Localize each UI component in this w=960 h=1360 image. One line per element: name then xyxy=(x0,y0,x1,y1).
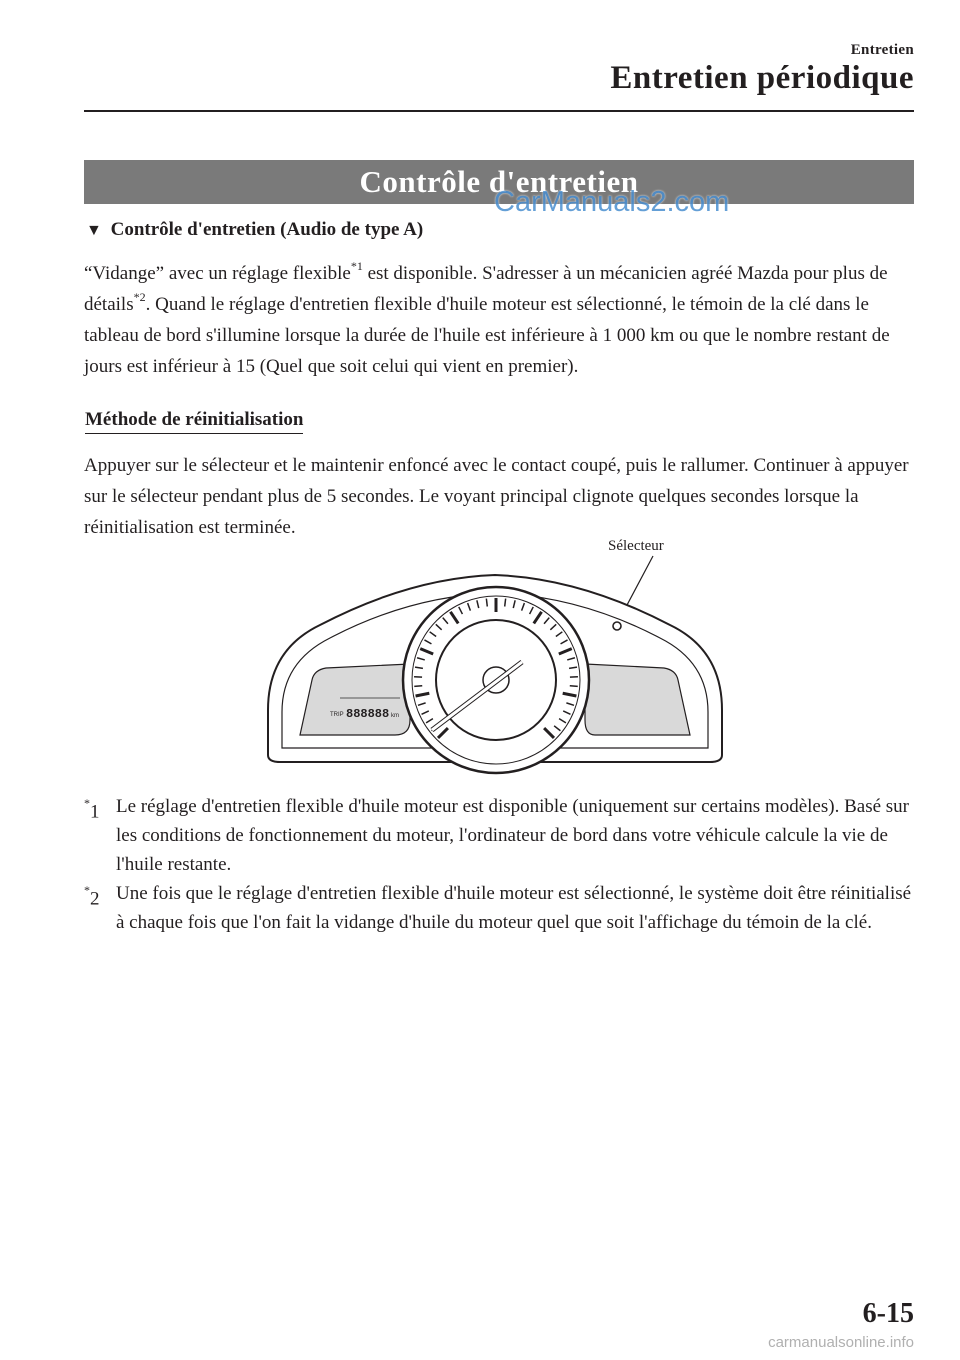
intro-text-2: est disponible. S'adresser à un mécanicien agréé Mazda pour plus de détails xyxy=(84,263,888,315)
footnote-text: Une fois que le réglage d'entretien flexible d'huile moteur est sélectionné, le système doit être réinitialisé à chaque fois que l'on fait la vidange d'huile du moteur quel que soit l'affichage du témoin de la clé. xyxy=(116,883,912,933)
tachometer-tick xyxy=(570,686,578,687)
method-paragraph: Appuyer sur le sélecteur et le maintenir enfoncé avec le contact coupé, puis le rallumer. Continuer à appuyer sur le sélecteur pendant plus de 5 secondes. Le voyant principal clignote quelques secondes lorsque la réinitialisation est terminée. xyxy=(84,455,909,538)
selector-callout-label: Sélecteur xyxy=(608,538,664,554)
footnote-ref-2: *2 xyxy=(133,289,146,304)
display-unit: km xyxy=(391,713,399,719)
tachometer-tick xyxy=(505,599,506,607)
tachometer-tick xyxy=(414,686,422,687)
footnote-text: Le réglage d'entretien flexible d'huile moteur est disponible (uniquement sur certains modèles). Basé sur les conditions de fonctionnement du moteur, l'ordinateur de bord dans votre véhicule calcule la vie de l'huile restante. xyxy=(116,796,909,875)
display-digits: 888888 xyxy=(346,707,390,721)
tachometer-tick xyxy=(486,599,487,607)
chapter-title: Entretien xyxy=(850,42,914,58)
intro-text-1: “Vidange” avec un réglage flexible xyxy=(84,263,351,284)
page-number: 6-15 xyxy=(862,1298,914,1329)
watermark-logo: CarManuals2.com xyxy=(494,186,730,218)
subheading xyxy=(86,219,423,241)
method-heading: Méthode de réinitialisation xyxy=(85,409,303,434)
footnote-item xyxy=(84,792,914,879)
display-trip-label: TRIP xyxy=(330,712,344,718)
section-banner-title: Contrôle d'entretien xyxy=(359,164,639,199)
section-title-header: Entretien périodique xyxy=(610,60,914,96)
footnote-ref-1: *1 xyxy=(350,258,363,273)
intro-text-3: . Quand le réglage d'entretien flexible d'huile moteur est sélectionné, le témoin de la clé dans le tableau de bord s'illumine lorsque la durée de l'huile est inférieure à 1 000 km ou que le nombre restant de jours est inférieur à 15 (Quel que soit celui qui vient en premier). xyxy=(84,294,890,377)
header-divider xyxy=(84,110,914,112)
footnote-marker: *2 xyxy=(84,883,100,910)
intro-paragraph xyxy=(84,258,914,382)
instrument-cluster-diagram xyxy=(260,530,730,780)
selector-knob xyxy=(613,622,621,630)
footnote-marker: *1 xyxy=(84,796,100,823)
triangle-down-icon: ▼ xyxy=(86,222,102,239)
subheading-text: Contrôle d'entretien (Audio de type A) xyxy=(110,219,424,240)
footnote-item xyxy=(84,879,914,937)
footnotes xyxy=(84,792,914,937)
footer-watermark: carmanualsonline.info xyxy=(768,1334,914,1351)
